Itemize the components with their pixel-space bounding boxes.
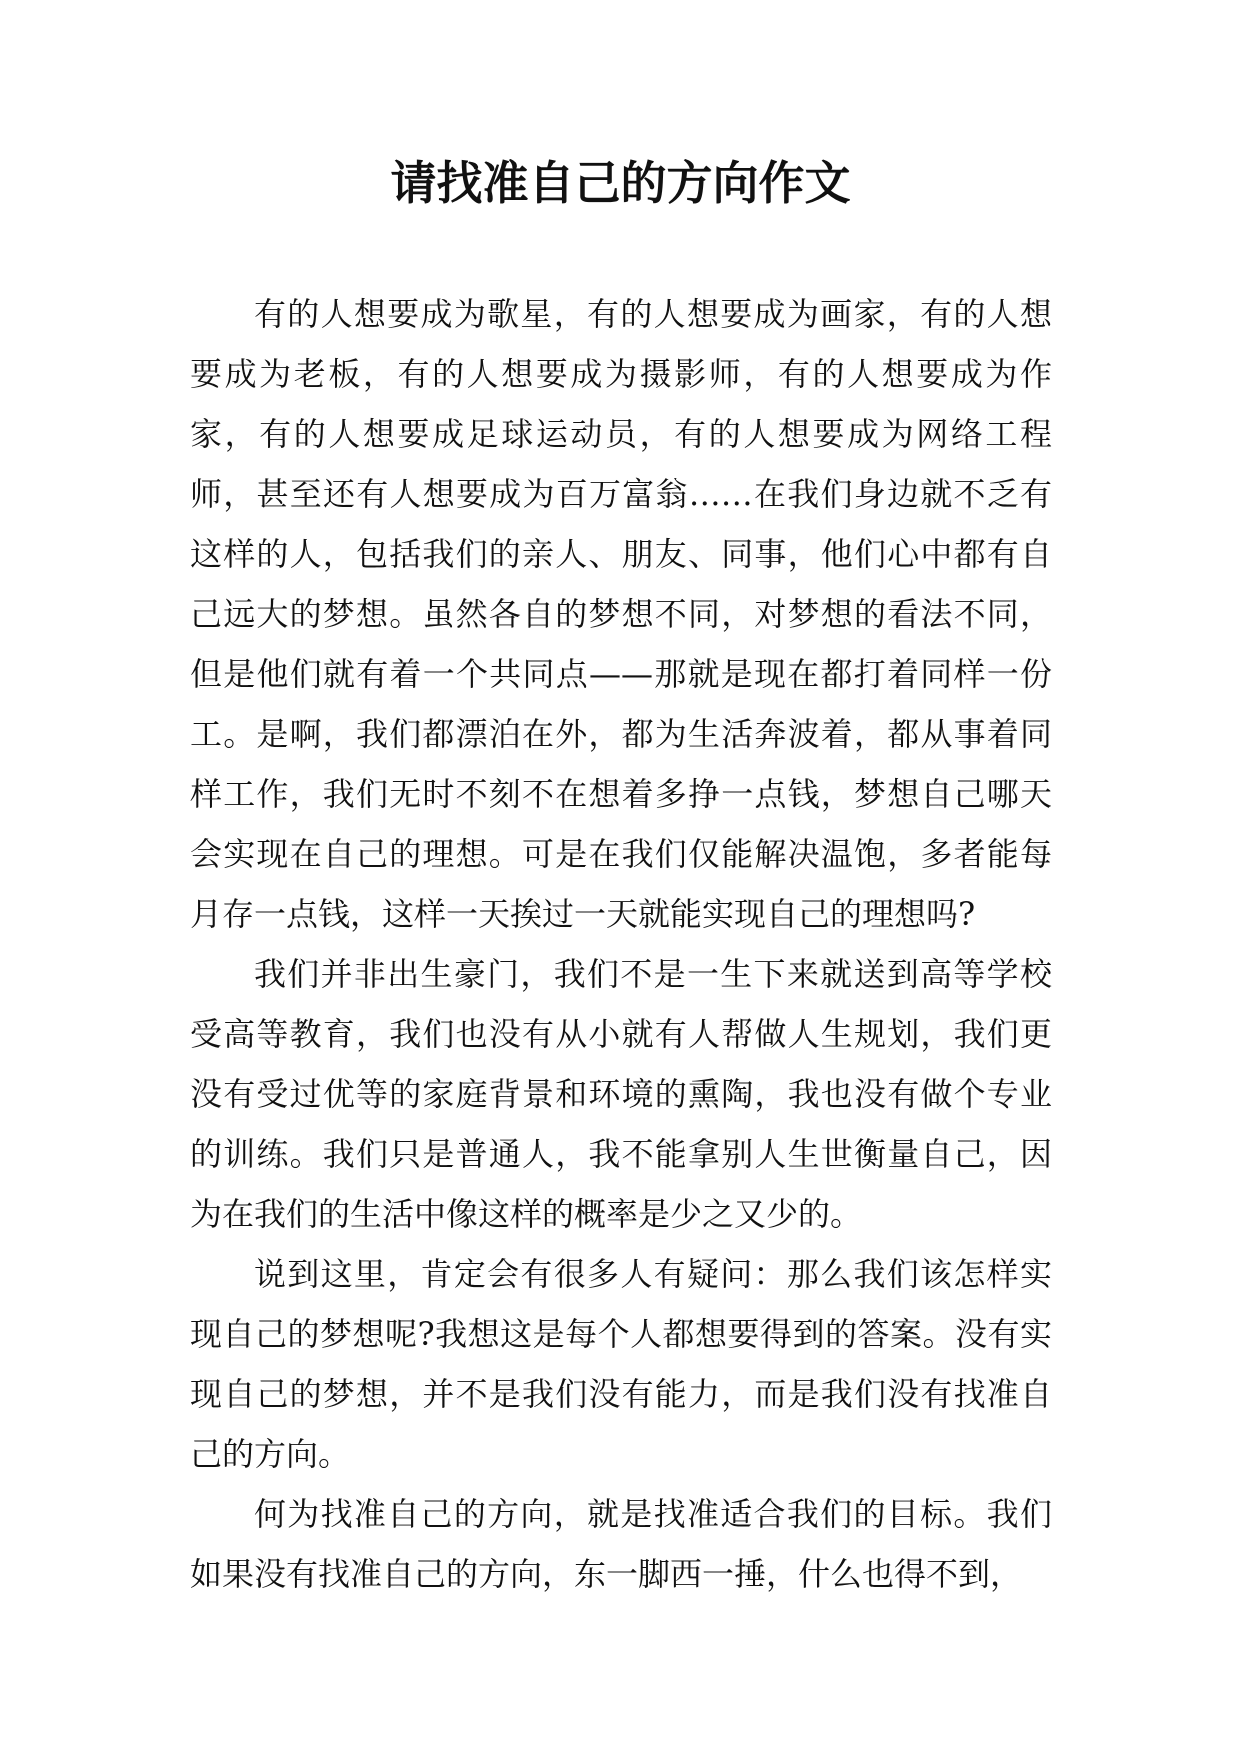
paragraph: 有的人想要成为歌星，有的人想要成为画家，有的人想要成为老板，有的人想要成为摄影师，有的人想要成为作家，有的人想要成足球运动员，有的人想要成为网络工程师，甚至还有人想要成为百万富翁……在我们身边就不乏有这样的人，包括我们的亲人、朋友、同事，他们心中都有自己远大的梦想。虽然各自的梦想不同，对梦想的看法不同，但是他们就有着一个共同点——那就是现在都打着同样一份工。是啊，我们都漂泊在外，都为生活奔波着，都从事着同样工作，我们无时不刻不在想着多挣一点钱，梦想自己哪天会实现在自己的理想。可是在我们仅能解决温饱，多者能每月存一点钱，这样一天挨过一天就能实现自己的理想吗? bbox=[190, 295, 1052, 933]
document-body bbox=[190, 284, 1052, 1604]
document-title: 请找准自己的方向作文 bbox=[390, 156, 851, 210]
paragraph: 我们并非出生豪门，我们不是一生下来就送到高等学校受高等教育，我们也没有从小就有人帮做人生规划，我们更没有受过优等的家庭背景和环境的熏陶，我也没有做个专业的训练。我们只是普通人，我不能拿别人生世衡量自己，因为在我们的生活中像这样的概率是少之又少的。 bbox=[190, 955, 1052, 1233]
paragraph: 何为找准自己的方向，就是找准适合我们的目标。我们如果没有找准自己的方向，东一脚西一捶，什么也得不到， bbox=[190, 1495, 1052, 1593]
paragraph: 说到这里，肯定会有很多人有疑问：那么我们该怎样实现自己的梦想呢?我想这是每个人都想要得到的答案。没有实现自己的梦想，并不是我们没有能力，而是我们没有找准自己的方向。 bbox=[190, 1255, 1052, 1473]
